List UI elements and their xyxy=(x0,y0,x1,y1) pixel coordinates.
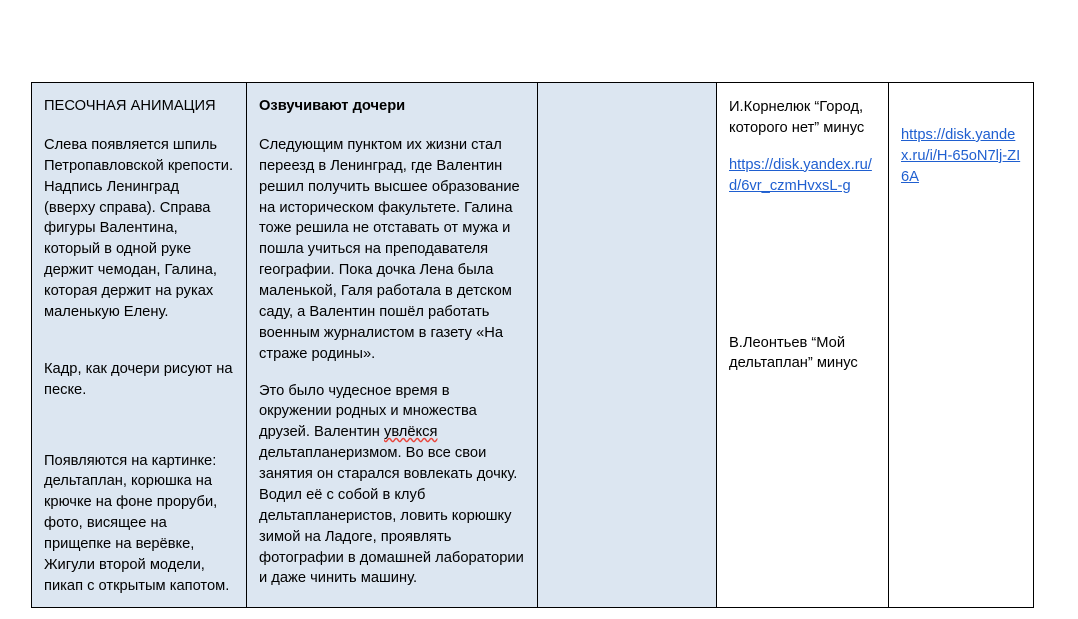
visual-spacer-2 xyxy=(44,417,234,451)
script-table xyxy=(31,82,1034,608)
cell-link xyxy=(889,83,1034,608)
cell-music xyxy=(717,83,889,608)
music-track-1-title: И.Корнелюк “Город, которого нет” минус xyxy=(729,99,865,136)
voiceover-paragraph-2-part-1: Это было чудесное время в окружении родных и множества друзей. Валентин xyxy=(259,382,477,441)
visual-paragraph-3: Появляются на картинке: дельтаплан, корюшка на крючке на фоне проруби, фото, висящее на прищепке на верёвке, Жигули второй модели, пикап с открытым капотом. xyxy=(44,452,230,594)
cell-voiceover-text xyxy=(247,83,538,608)
misspelled-word: увлёкся xyxy=(383,424,438,441)
voiceover-paragraph-2 xyxy=(259,381,525,590)
voiceover-heading: Озвучивают дочери xyxy=(259,98,406,114)
voiceover-paragraph-1: Следующим пунктом их жизни стал переезд в Ленинград, где Валентин решил получить высшее образование на историческом факультете. Галина тоже решила не отставать от мужа и пошла учиться на преподавателя географии. Пока дочка Лена была маленькой, Галя работала в детском саду, а Валентин пошёл работать военным журналистом в газету «На страже родины». xyxy=(259,136,520,362)
cell-empty-column xyxy=(538,83,717,608)
table-row xyxy=(32,83,1034,608)
visual-paragraph-2: Кадр, как дочери рисуют на песке. xyxy=(44,360,233,398)
visual-spacer-1 xyxy=(44,339,234,359)
music-track-2-title: В.Леонтьев “Мой дельтаплан” минус xyxy=(729,334,858,372)
music-track-1-link[interactable]: https://disk.yandex.ru/d/6vr_czmHvxsL-g xyxy=(729,156,872,194)
visual-heading: ПЕСОЧНАЯ АНИМАЦИЯ xyxy=(44,98,216,114)
music-spacer xyxy=(729,197,876,333)
visual-paragraph-1: Слева появляется шпиль Петропавловской крепости. Надпись Ленинград (вверху справа). Справа фигуры Валентина, который в одной руке держит чемодан, Галина, которая держит на руках маленькую Елену. xyxy=(44,136,234,320)
cell-visual-description xyxy=(32,83,247,608)
yandex-disk-link[interactable]: https://disk.yandex.ru/i/H-65oN7lj-ZI6A xyxy=(901,127,1021,185)
voiceover-paragraph-2-part-2: дельтапланеризмом. Во все свои занятия он старался вовлекать дочку. Водил её с собой в клуб дельтапланеристов, ловить корюшку зимой на Ладоге, проявлять фотографии в домашней лаборатории и даже чинить машину. xyxy=(259,445,524,587)
